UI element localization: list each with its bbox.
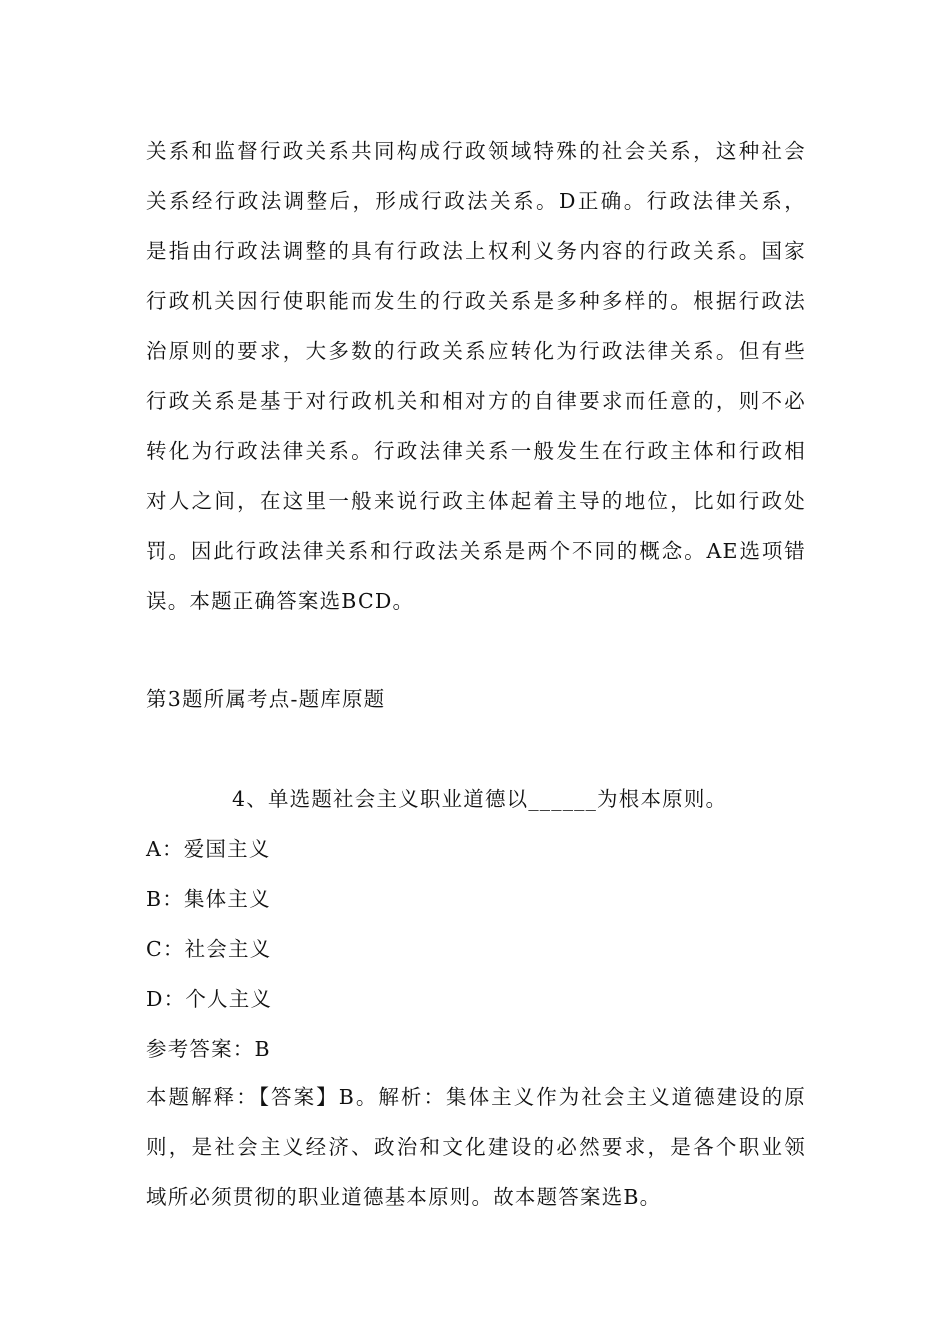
paragraph-line: 是指由行政法调整的具有行政法上权利义务内容的行政关系。国家 [146,239,806,263]
explanation-paragraph [146,126,806,626]
paragraph-line: 对人之间，在这里一般来说行政主体起着主导的地位，比如行政处 [146,489,806,513]
option-b: B：集体主义 [146,887,271,911]
option-d: D：个人主义 [146,987,273,1011]
paragraph-line: 治原则的要求，大多数的行政关系应转化为行政法律关系。但有些 [146,339,806,363]
paragraph-line: 关系和监督行政关系共同构成行政领域特殊的社会关系，这种社会 [146,139,806,163]
question-stem: 4、单选题社会主义职业道德以______为根本原则。 [232,787,728,811]
paragraph-line: 行政关系是基于对行政机关和相对方的自律要求而任意的，则不必 [146,389,806,413]
paragraph-line: 关系经行政法调整后，形成行政法关系。D正确。行政法律关系， [146,189,806,213]
paragraph-line: 误。本题正确答案选BCD。 [146,589,415,613]
answer-explanation [146,1072,806,1222]
option-c: C：社会主义 [146,937,272,961]
option-a: A：爱国主义 [146,837,271,861]
paragraph-line: 转化为行政法律关系。行政法律关系一般发生在行政主体和行政相 [146,439,806,463]
knowledge-point-label: 第3题所属考点-题库原题 [146,687,386,711]
explanation-line: 则，是社会主义经济、政治和文化建设的必然要求，是各个职业领 [146,1135,806,1159]
reference-answer: 参考答案：B [146,1037,271,1061]
paragraph-line: 罚。因此行政法律关系和行政法关系是两个不同的概念。AE选项错 [146,539,806,563]
explanation-line: 域所必须贯彻的职业道德基本原则。故本题答案选B。 [146,1185,662,1209]
explanation-line: 本题解释：【答案】B。解析：集体主义作为社会主义道德建设的原 [146,1085,806,1109]
paragraph-line: 行政机关因行使职能而发生的行政关系是多种多样的。根据行政法 [146,289,806,313]
